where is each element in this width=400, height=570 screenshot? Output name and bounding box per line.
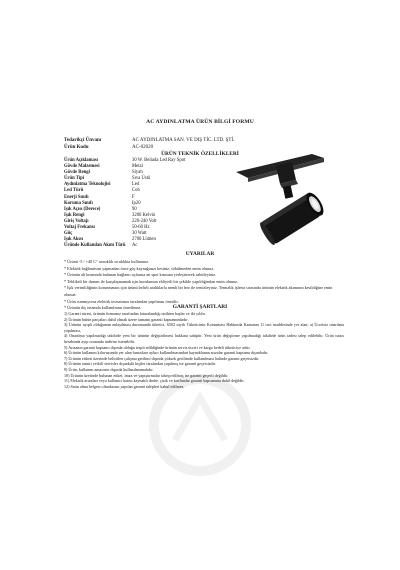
spec-value: Metal [132, 164, 143, 170]
product-code-value: AC-02020 [132, 145, 154, 150]
spec-label: Koruma Sınıfı [64, 200, 93, 206]
warnings-heading: UYARILAR [185, 251, 215, 257]
warning-item: * Işık verimliliğinin korunmasını için ürünü belirli aralıklarla nemli bir bez ile temizleyiniz. Temizlik işlemi sırasında ürünün elektrik akımının kesildiğine emin olunuz. [64, 285, 333, 297]
warning-item: * Ürün ısınmıyorsa elektrik tesisatınızı tarafından yapılması önerilir. [64, 298, 179, 304]
guarantee-item: 3) Ürünün ayıplı olduğunun anlaşılması durumunda tüketici, 6502 sayılı Tüketicinin Korunması Hakkında Kanunun 11 inci maddesinde yer alan; a) Ücretsiz onarılma yapılması, [64, 322, 344, 333]
guarantee-item: 7) Ürünün etiketi üzerinde belirtilen çalışma gerilimi dışında yüksek gerilimde kullanılması halinde garanti geçersizdir. [64, 355, 260, 361]
guarantee-heading: GARANTİ ŞARTLARI [172, 304, 228, 310]
spec-value: 220-240 Volt [132, 218, 157, 224]
supplier-info [64, 137, 344, 151]
spec-label: Işık Açısı (Derece) [64, 206, 101, 212]
specs-table [64, 158, 214, 249]
spec-label: Gövde Rengi [64, 170, 90, 176]
spec-label: Işık Akısı [64, 237, 83, 243]
spec-value: Ac [132, 243, 138, 249]
specs-heading: ÜRÜN TEKNİK ÖZELLİKLERİ [161, 151, 239, 157]
spec-label: Voltaj Frekansı [64, 225, 95, 231]
guarantee-item: 2) Ürünün bütün parçaları dahil olmak üzere tamamı garanti kapsamındadır. [64, 316, 189, 322]
guarantee-item: 6) Ürünün kullanım kılavuzunda yer alan hususlara aykırı kullanılmasından kaynaklanan arızalar garanti kapsamı dışındadır. [64, 350, 269, 356]
product-image [232, 152, 340, 250]
spec-value: 50-60 Hz [132, 225, 150, 231]
spec-value: Ip20 [132, 200, 141, 206]
guarantee-item: 5) Arızanın garanti kapsamı dışında olduğu tespit edildiğinde ürünün servis ücreti ve kargo bedeli tüketiciye aittir. [64, 344, 251, 350]
warning-item: * Elektrik bağlantısını yapmadan önce güç kaynağınızı kesiniz, sökülmeden emin olunuz. [64, 265, 215, 271]
product-code-row [64, 144, 344, 151]
warning-item: * Tehlikeli bir durum ile karşılaşmamak için kurulumun ehliyetli bir şekilde yapıldığından emin olunuz. [64, 278, 239, 284]
guarantee-item: 10) Ürünün üzerinde bulunan etiket, imza ve yapıştırmalar tahrip edilmiş ise garanti geçerli değildir. [64, 372, 229, 378]
spec-value: Siyah [132, 170, 143, 176]
guarantee-item: 9) Ürün, kullanım amacının dışında kullanılmamalıdır. [64, 366, 154, 372]
spec-label: Led Türü [64, 188, 84, 194]
spec-label: Aydınlatma Teknolojisi [64, 182, 111, 188]
spec-value: 30 Watt [132, 231, 147, 237]
guarantee-item: 11) Elektrik arızaları veya kullanıcı hatası kaynaklı darbe, çizik ve kırılmalar garanti kapsamına dahil değildir. [64, 378, 245, 384]
guarantee-list [64, 311, 344, 389]
spec-value: 2700 Lümen [132, 237, 156, 243]
guarantee-item: 8) Ürünün tamiri yetkili servisler dışındaki kişiler tarafından yapılmış ise garanti geçersizdir. [64, 361, 216, 367]
spec-value: Cob [132, 188, 140, 194]
spec-value: 30 W. Beliada Led Ray Spot [132, 158, 186, 163]
spec-value: 3200 Kelvin [132, 212, 156, 218]
spec-label: Enerji Sınıfı [64, 194, 89, 200]
supplier-value: AC AYDINLATMA SAN. VE DIŞ TİC. LTD. ŞTİ. [132, 138, 235, 143]
spec-label: Giriş Voltajı [64, 218, 89, 224]
spec-value: F [132, 194, 135, 200]
spec-label: Gövde Malzemesi [64, 164, 100, 170]
spec-label: Ürün Açıklaması [64, 158, 98, 163]
warning-item: * Ürünün dış ortamda kullanılması önerilmez. [64, 305, 142, 311]
supplier-row [64, 137, 344, 144]
spec-row [64, 243, 214, 249]
spec-label: Işık Rengi [64, 212, 85, 218]
spec-label: Üründe Kullanılan Akım Türü [64, 243, 126, 249]
form-title: AC AYDINLATMA ÜRÜN BİLGİ FORMU [146, 119, 254, 125]
supplier-label: Tedarikçi Ünvanı [64, 138, 102, 143]
spec-value: Led [132, 182, 140, 188]
warning-item: * Ürünün alt kısmında bulunan bağlantı uçlarına ait spot kısmına yerleştirerek sabitleyiniz. [64, 272, 217, 278]
warning-item: * Ürünü -5 / +40 C° arasıklık sıcaklıkta kullanınız. [64, 259, 150, 264]
guarantee-item: 1) Garanti süresi, ürünün firmamız tarafından faturalandığı tarihten başlar ve iki yıldır. [64, 311, 206, 316]
spec-value: Sıva Üstü [132, 176, 151, 182]
spec-value: 90 [132, 206, 137, 212]
guarantee-item: 4) Onarılma yapılmadığı takdirde yeni bir ürünün değiştirilmesi hakkına sahiptir. Yeni ürün değiştirme yapılmadığı takdirde ürün iadesi talep edilebilir. Ürün tutarı hesabında ayıp oranında indirim istenebilir. [64, 333, 344, 344]
product-code-label: Ürün Kodu [64, 145, 89, 150]
guarantee-item: 12) Satın alma belgesi olmaksızın yapılan garanti talepleri kabul edilmez. [64, 383, 185, 389]
spec-label: Ürün Tipi [64, 176, 85, 182]
spec-label: Güç [64, 231, 73, 237]
